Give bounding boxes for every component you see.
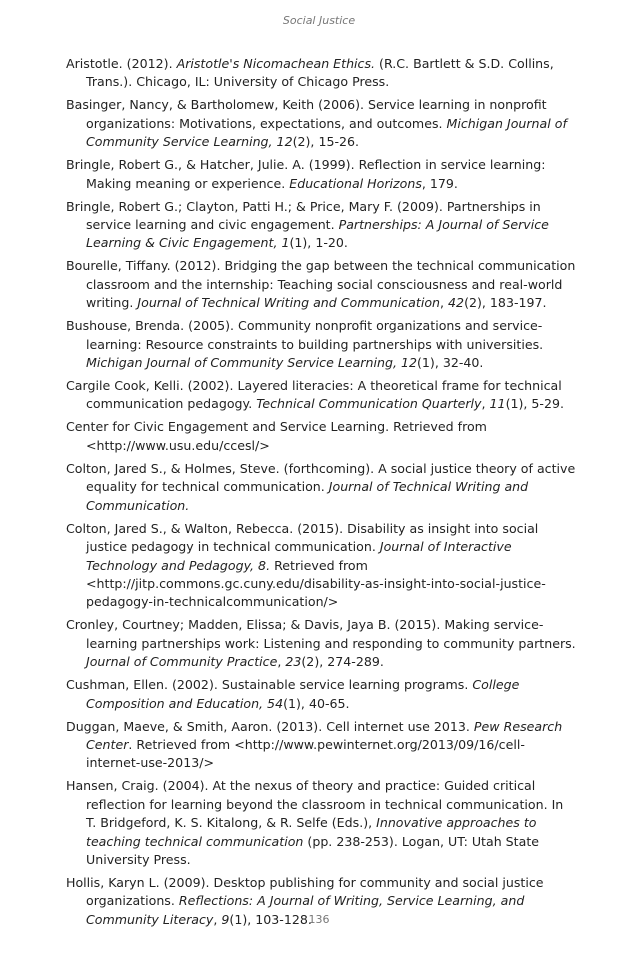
reference-entry (66, 520, 576, 612)
reference-entry (66, 377, 576, 414)
reference-entry (66, 55, 576, 92)
reference-entry (66, 777, 576, 869)
reference-text: (1), 40-65. (283, 695, 350, 711)
reference-text: , (440, 295, 449, 311)
reference-title-italic: Educational Horizons (289, 175, 422, 191)
reference-text: , (481, 396, 490, 412)
reference-title-italic: 11 (489, 396, 506, 412)
reference-entry (66, 676, 576, 713)
reference-text: Bushouse, Brenda. (2005). Community nonprofit organizations and service-learning: Resource constraints to building partnerships with universities. (66, 318, 544, 352)
reference-entry (66, 460, 576, 515)
reference-text: (1), 1-20. (289, 235, 348, 251)
reference-text: (pp. 238-253). Logan, UT: Utah State University Press. (86, 833, 540, 867)
reference-title-italic: Innovative approaches to teaching technical communication (86, 815, 537, 849)
reference-text: Colton, Jared S., & Walton, Rebecca. (2015). Disability as insight into social justice pedagogy in technical communication. (66, 520, 539, 555)
reference-entry (66, 418, 576, 455)
reference-text: Bringle, Robert G.; Clayton, Patti H.; & Price, Mary F. (2009). Partnerships in service learning and civic engagement. (66, 198, 541, 233)
reference-text: Bourelle, Tiffany. (2012). Bridging the gap between the technical communication classroom and the internship: Teaching social consciousness and real-world writing. (66, 258, 576, 311)
reference-text: Hansen, Craig. (2004). At the nexus of theory and practice: Guided critical reflection for learning beyond the classroom in technical communication. In T. Bridgeford, K. S. Kitalong, & R. Selfe (Eds.), (66, 778, 564, 831)
reference-title-italic: Journal of Interactive Technology and Pedagogy, 8. (86, 539, 512, 573)
reference-title-italic: Pew Research Center (86, 718, 563, 752)
reference-title-italic: Journal of Community Practice (86, 654, 278, 670)
reference-title-italic: Reflections: A Journal of Writing, Service Learning, and Community Literacy (86, 893, 525, 927)
reference-title-italic: 23 (285, 654, 302, 670)
reference-text: Colton, Jared S., & Holmes, Steve. (forthcoming). A social justice theory of active equality for technical communication. (66, 460, 576, 495)
reference-text: (R.C. Bartlett & S.D. Collins, Trans.). Chicago, IL: University of Chicago Press. (86, 56, 554, 90)
reference-entry (66, 96, 576, 151)
reference-text: Cronley, Courtney; Madden, Elissa; & Davis, Jaya B. (2015). Making service-learning partnerships work: Listening and responding to community partners. (66, 617, 576, 651)
reference-title-italic: College Composition and Education, 54 (86, 677, 520, 711)
reference-title-italic: Aristotle's Nicomachean Ethics. (176, 56, 376, 71)
reference-text: (1), 5-29. (505, 396, 564, 412)
running-head: Social Justice (282, 14, 356, 27)
reference-text: (2), 15-26. (292, 134, 360, 150)
reference-entry (66, 198, 576, 253)
reference-text: (2), 274-289. (301, 654, 384, 670)
reference-title-italic: 9 (221, 911, 230, 927)
reference-title-italic: Journal of Technical Writing and Communication. (86, 479, 529, 513)
reference-text: Retrieved from <http://jitp.commons.gc.cuny.edu/disability-as-insight-into-social-justice-pedagogy-in-technicalcommunication/> (86, 557, 546, 610)
reference-text: Cushman, Ellen. (2002). Sustainable service learning programs. (66, 677, 473, 693)
reference-title-italic: Michigan Journal of Community Service Learning, 12 (86, 355, 417, 371)
reference-text: Aristotle. (2012). (66, 56, 177, 71)
reference-entry (66, 156, 576, 193)
reference-title-italic: Technical Communication Quarterly (256, 396, 482, 412)
reference-list (66, 55, 576, 934)
reference-text: Center for Civic Engagement and Service Learning. Retrieved from <http://www.usu.edu/ccesl/> (66, 419, 487, 453)
reference-text: . Retrieved from <http://www.pewinternet.org/2013/09/16/cell-internet-use-2013/> (86, 736, 525, 771)
reference-text: (2), 183-197. (464, 295, 547, 311)
reference-entry (66, 718, 576, 773)
reference-text: Hollis, Karyn L. (2009). Desktop publishing for community and social justice organizations. (66, 874, 544, 909)
reference-title-italic: Journal of Technical Writing and Communication (137, 295, 441, 311)
reference-text: , 179. (421, 175, 458, 191)
reference-title-italic: Partnerships: A Journal of Service Learning & Civic Engagement, 1 (86, 217, 549, 251)
reference-entry (66, 257, 576, 312)
reference-text: Cargile Cook, Kelli. (2002). Layered literacies: A theoretical frame for technical communication pedagogy. (66, 378, 562, 412)
reference-title-italic: Michigan Journal of Community Service Learning, 12 (86, 115, 567, 150)
reference-entry (66, 616, 576, 671)
reference-text: Bringle, Robert G., & Hatcher, Julie. A. (1999). Reflection in service learning: Making meaning or experience. (66, 157, 546, 191)
reference-text: Basinger, Nancy, & Bartholomew, Keith (2006). Service learning in nonprofit organizations: Motivations, expectations, and outcomes. (66, 97, 547, 131)
reference-text: , (277, 654, 286, 670)
reference-text: (1), 32-40. (416, 355, 484, 371)
page-number: 136 (308, 913, 330, 926)
reference-text: Duggan, Maeve, & Smith, Aaron. (2013). Cell internet use 2013. (66, 718, 474, 734)
reference-entry (66, 317, 576, 372)
reference-title-italic: 42 (448, 295, 465, 311)
reference-text: (1), 103-128. (229, 911, 312, 927)
reference-text: , (213, 911, 222, 927)
